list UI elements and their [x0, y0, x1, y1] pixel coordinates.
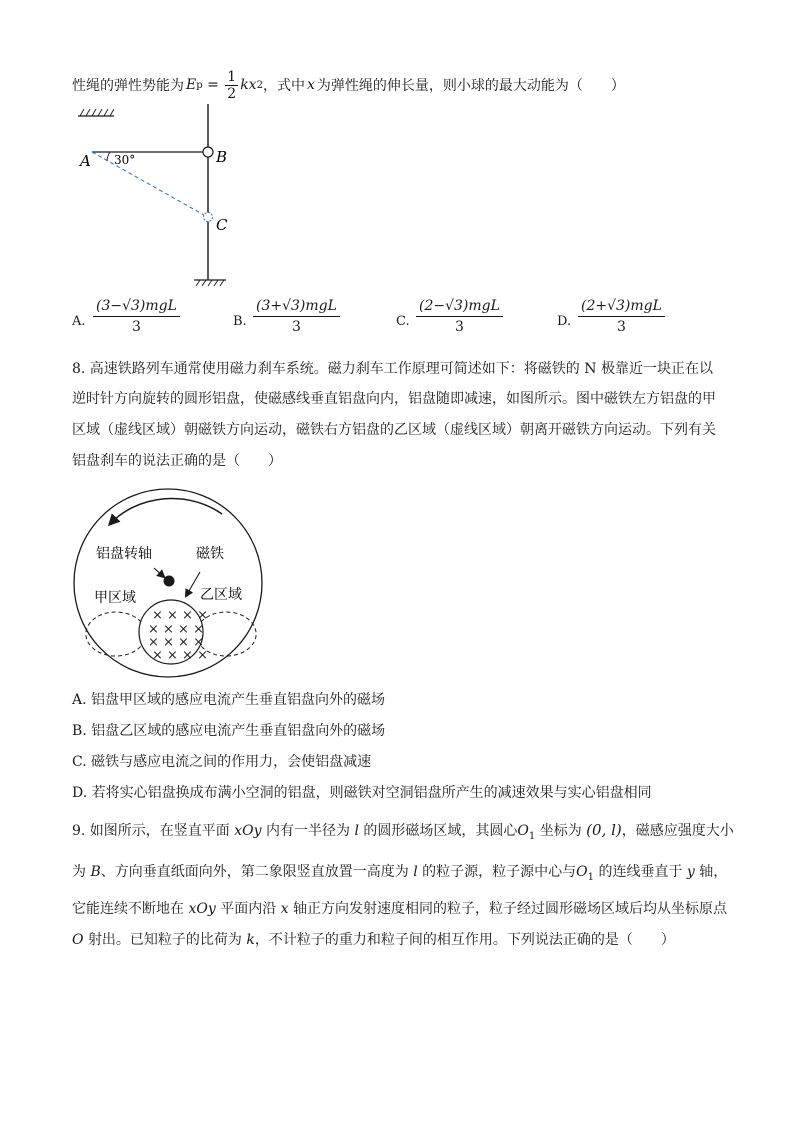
q7-x-var: x: [306, 77, 315, 93]
q7-label-b: B: [216, 148, 228, 166]
q7-option-a-den: 3: [132, 319, 141, 335]
q9-l3-x: x: [280, 901, 289, 917]
q9-l2-o-sub: 1: [587, 871, 594, 883]
q9-l1-e: 的圆形磁场区域，其圆心: [363, 823, 518, 839]
q9-l2-l: l: [413, 864, 418, 880]
q9-l2-o: O: [576, 864, 588, 880]
q8-option-d[interactable]: D. 若将实心铝盘换成布满小空洞的铝盘，则磁铁对空洞铝盘所产生的减速效果与实心铝盘相同: [72, 785, 652, 801]
q8-zone-a-dashed: [86, 612, 141, 656]
q7-option-b-frac: [253, 298, 340, 335]
q9-l3-xoy: xOy: [188, 901, 216, 917]
q9-l2-b: B: [90, 864, 101, 880]
q7-angle-label: 30°: [114, 153, 136, 167]
q7-label-a: A: [80, 152, 91, 170]
q7-ep-sub: p: [196, 79, 203, 91]
q9-l2-e: 的粒子源，粒子源中心与: [422, 864, 577, 880]
q9-l2-c: 、方向垂直纸面向外，第二象限竖直放置一高度为: [100, 864, 409, 880]
svg-text:× × × ×: × × × ×: [152, 608, 208, 623]
q8-field-crosses: [148, 608, 208, 663]
q7-rope-ac: [92, 152, 204, 215]
q9-line-4: [72, 930, 675, 950]
q9-l1-coord: (0, l): [586, 821, 622, 839]
q7-figure: [70, 104, 250, 288]
q7-half-fraction: [225, 69, 238, 102]
q9-l1-o: O: [517, 823, 529, 839]
q8-zone-b-label: 乙区域: [200, 587, 242, 603]
svg-text:× × × ×: × × × ×: [148, 622, 204, 637]
q7-option-a-frac: [93, 298, 180, 335]
q9-l2-h: 的连线垂直于: [598, 864, 683, 880]
q7-option-a-label[interactable]: A.: [72, 314, 86, 329]
q9-l1-o-sub: 1: [528, 830, 536, 842]
q8-option-a[interactable]: A. 铝盘甲区域的感应电流产生垂直铝盘向外的磁场: [72, 692, 386, 708]
q8-option-c[interactable]: C. 磁铁与感应电流之间的作用力，会使铝盘减速: [72, 754, 372, 770]
q9-line-3: [72, 899, 727, 919]
q7-ep-symbol: E: [186, 77, 197, 93]
q7-ring-c: [204, 213, 213, 222]
q9-l1-c: 内有一半径为: [266, 823, 351, 839]
q8-zone-b-dashed: [201, 612, 256, 656]
q7-option-c-num: (2−√3)mgL: [416, 298, 503, 317]
q7-ceiling-hatch: [80, 109, 114, 116]
q8-axis-pointer: [154, 568, 164, 577]
q7-option-b-den: 3: [292, 319, 301, 335]
q7-eq: =: [202, 77, 224, 93]
q7-intro-line: [72, 70, 625, 100]
q8-figure: [72, 486, 272, 681]
q7-angle-arc: [107, 152, 110, 161]
q9-line-2: [72, 862, 727, 888]
q7-kx: kx: [240, 77, 257, 93]
q7-option-a-num: (3−√3)mgL: [93, 298, 180, 317]
q9-l1-xoy: xOy: [234, 823, 262, 839]
q9-l4-b: 射出。已知粒子的比荷为: [87, 932, 242, 948]
q9-l3-a: 它能连续不断地在: [72, 901, 184, 917]
q9-l3-c: 平面内沿: [220, 901, 277, 917]
q9-l1-l: l: [354, 823, 359, 839]
q7-option-c-den: 3: [455, 319, 464, 335]
q7-intro-tail: 为弹性绳的伸长量，则小球的最大动能为（ ）: [316, 78, 625, 94]
q8-axis-label: 铝盘转轴: [96, 546, 152, 562]
q7-option-c-label[interactable]: C.: [396, 314, 410, 329]
q9-l4-k: k: [246, 932, 255, 948]
q8-text-line-3: 区域（虚线区域）朝磁铁方向运动，磁铁右方铝盘的乙区域（虚线区域）朝离开磁铁方向运动。下列有关: [72, 422, 716, 438]
q9-l2-a: 为: [72, 864, 86, 880]
q7-option-d-den: 3: [617, 319, 626, 335]
q9-l1-h: 坐标为: [539, 823, 582, 839]
q8-rotation-arrow: [110, 498, 222, 524]
q9-line-1: [72, 820, 734, 847]
q7-half-den: 2: [227, 85, 237, 102]
q9-l4-o: O: [72, 932, 84, 948]
q7-option-d-label[interactable]: D.: [557, 314, 572, 329]
q7-intro-post: ，式中: [262, 78, 305, 94]
q8-axis-dot: [164, 576, 175, 587]
q8-magnet-pointer: [186, 572, 200, 596]
q9-l3-e: 轴正方向发射速度相同的粒子，粒子经过圆形磁场区域后均从坐标原点: [293, 901, 728, 917]
q9-l2-j: 轴，: [699, 864, 728, 880]
q7-label-c: C: [216, 216, 228, 234]
q8-text-line-2: 逆时针方向旋转的圆形铝盘，使磁感线垂直铝盘向内，铝盘随即减速，如图所示。图中磁铁左方铝盘的甲: [72, 391, 716, 407]
q8-magnet-label: 磁铁: [196, 546, 224, 562]
q8-text-line-4: 铝盘刹车的说法正确的是（ ）: [72, 453, 282, 469]
q7-half-num: 1: [227, 68, 237, 85]
q9-l1-a: 9. 如图所示，在竖直平面: [72, 823, 230, 839]
q7-option-c-frac: [416, 298, 503, 335]
svg-text:× × × ×: × × × ×: [152, 648, 208, 663]
q7-option-b-label[interactable]: B.: [233, 314, 247, 329]
q9-l2-y: y: [686, 864, 695, 880]
q7-ring-b: [203, 147, 213, 157]
q7-ground-hatch: [196, 280, 224, 286]
q8-option-b[interactable]: B. 铝盘乙区域的感应电流产生垂直铝盘向外的磁场: [72, 723, 386, 739]
q7-option-d-num: (2+√3)mgL: [578, 298, 665, 317]
q7-intro-pre: 性绳的弹性势能为: [72, 78, 184, 94]
q8-zone-a-label: 甲区域: [94, 590, 136, 606]
q7-square: 2: [256, 79, 263, 91]
q8-text-line-1: 8. 高速铁路列车通常使用磁力刹车系统。磁力刹车工作原理可简述如下：将磁铁的 N 极靠近一块正在以: [72, 361, 713, 377]
svg-text:× × × ×: × × × ×: [148, 635, 204, 650]
q9-l1-j: ，磁感应强度大小: [621, 823, 734, 839]
q7-option-d-frac: [578, 298, 665, 335]
q7-option-b-num: (3+√3)mgL: [253, 298, 340, 317]
q9-l4-d: ，不计粒子的重力和粒子间的相互作用。下列说法正确的是（ ）: [254, 932, 675, 948]
